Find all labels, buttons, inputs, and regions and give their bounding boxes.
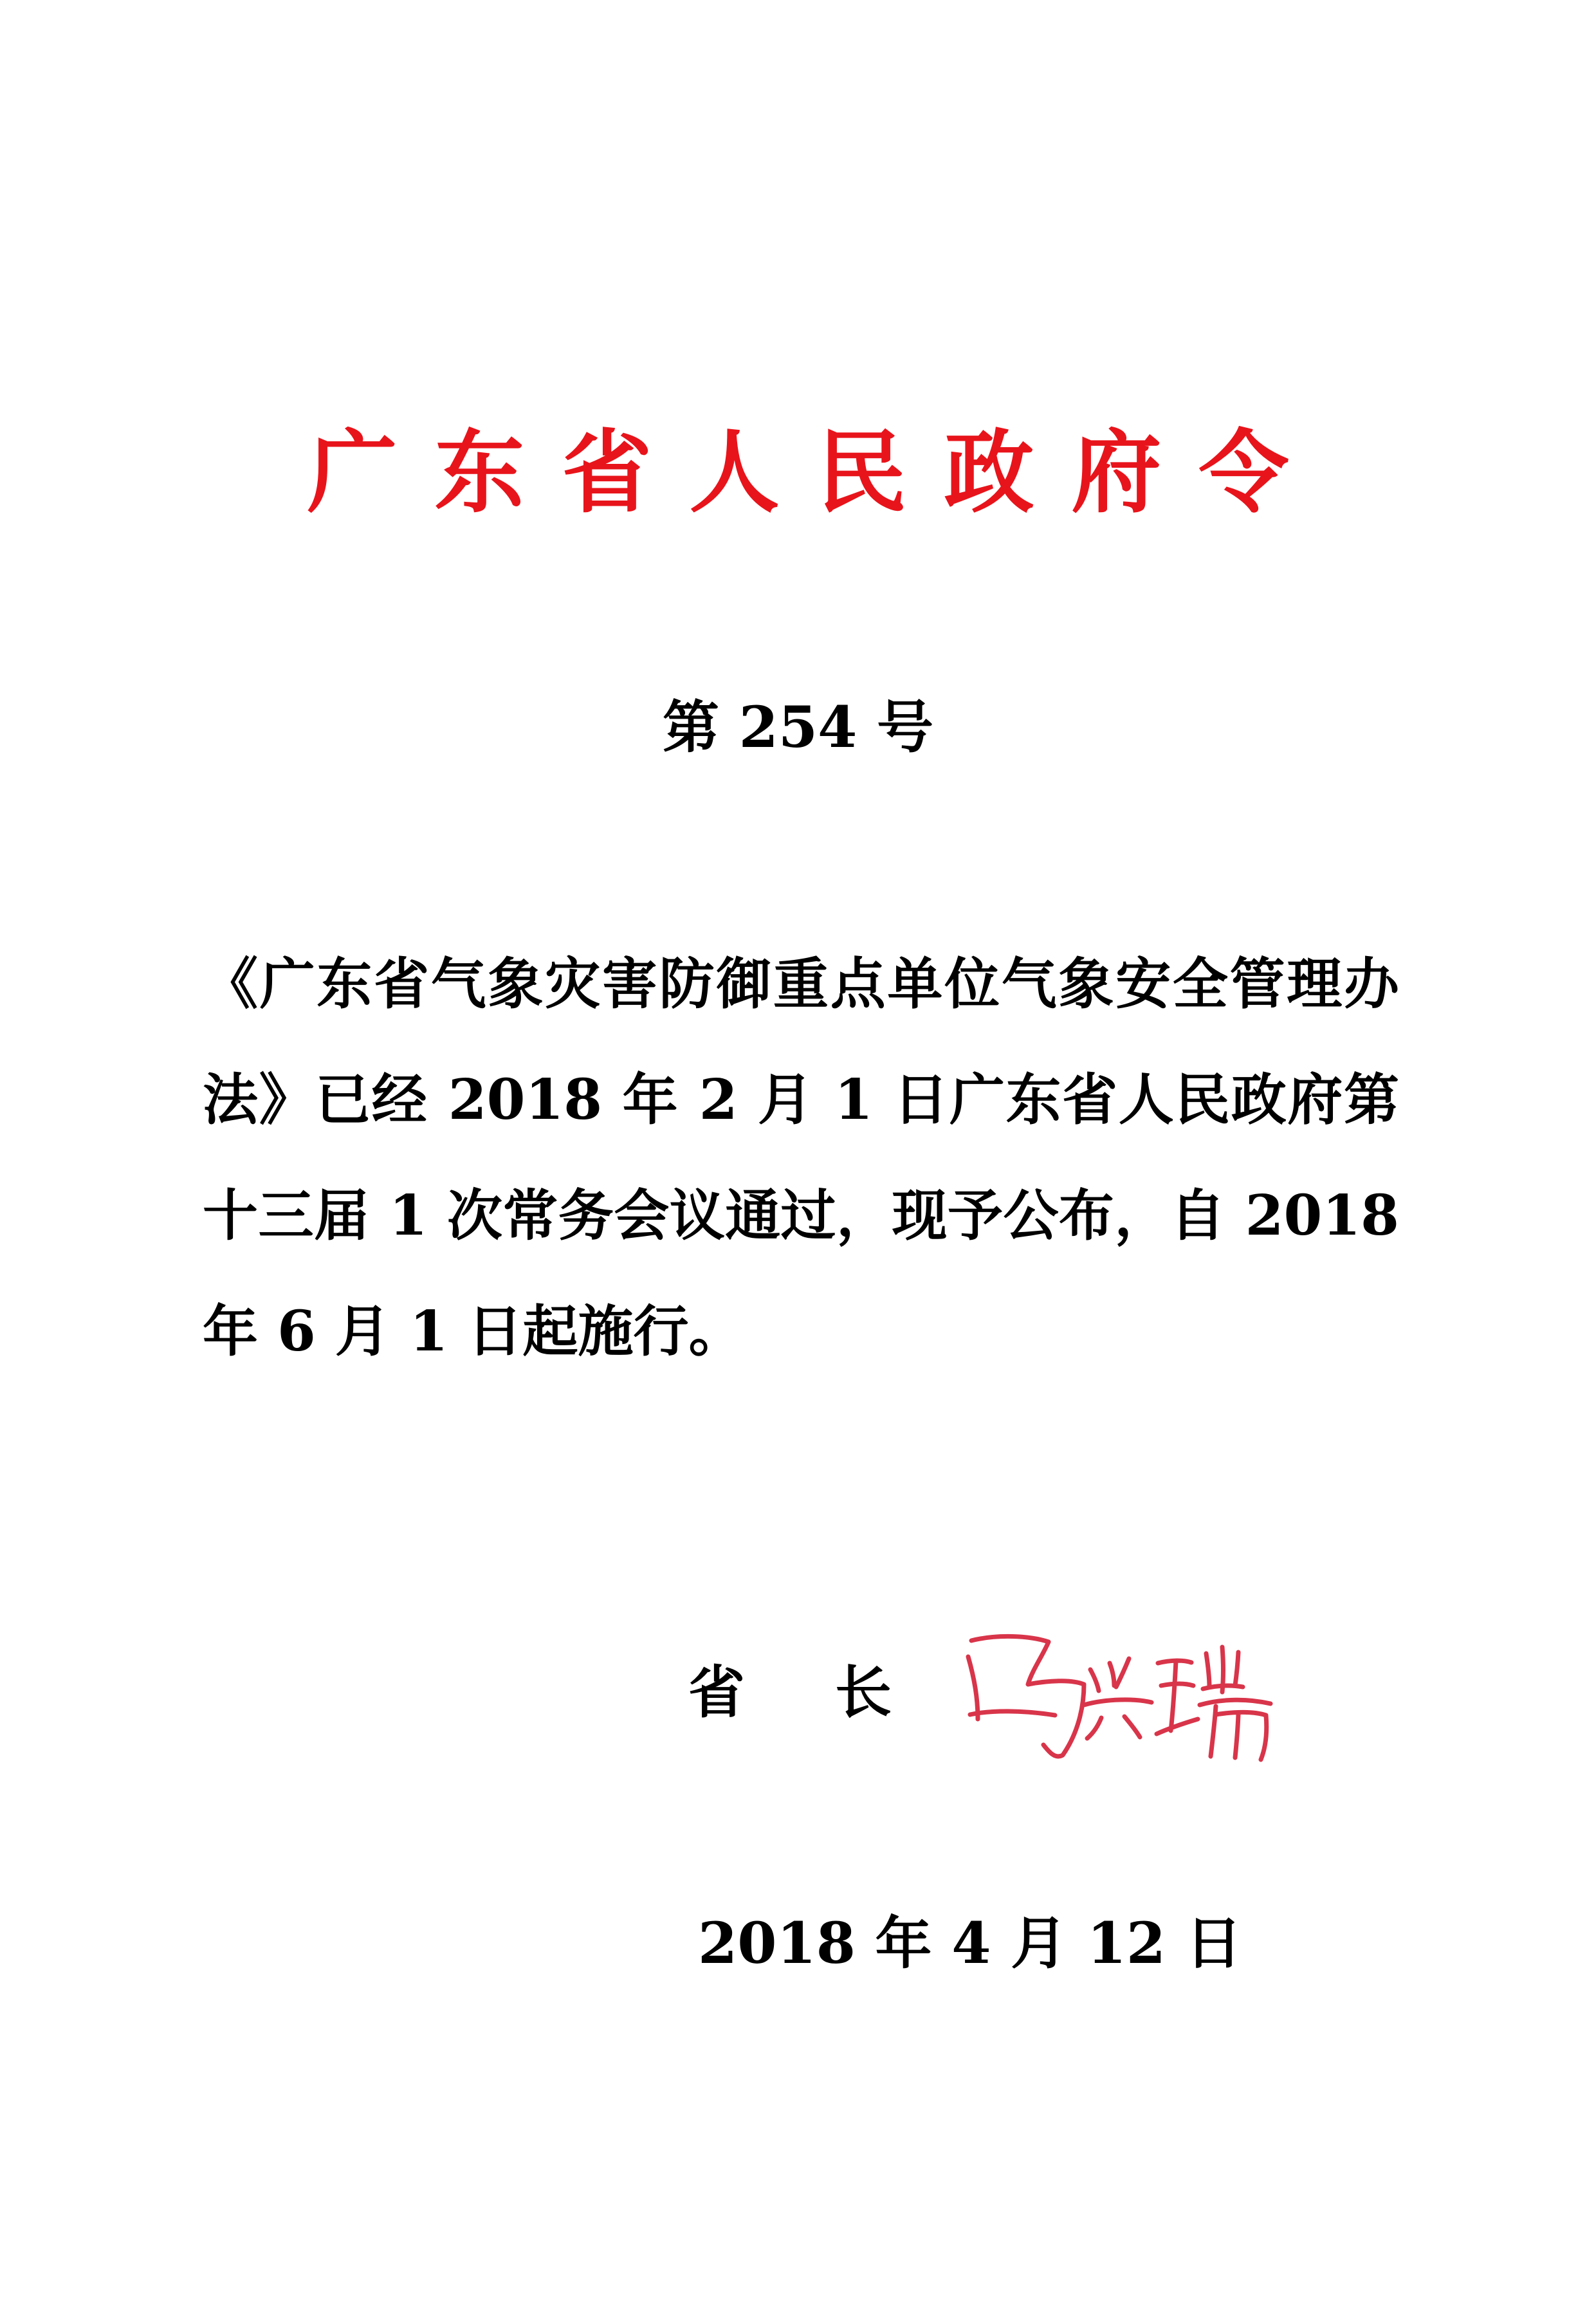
signature-stroke bbox=[1203, 1647, 1243, 1692]
signature-stroke bbox=[1084, 1700, 1151, 1705]
signature-stroke bbox=[1110, 1663, 1114, 1686]
signature-stroke bbox=[968, 1657, 978, 1719]
announcement-body: 《广东省气象灾害防御重点单位气象安全管理办法》已经 2018 年 2 月 1 日广东省人民政府第十三届 1 次常务会议通过，现予公布，自 2018 年 6 月 1 日起施行。 bbox=[203, 952, 1399, 1364]
signature-stroke bbox=[1090, 1670, 1099, 1691]
governor-label: 省长 bbox=[688, 1659, 982, 1726]
document-title: 广东省人民政府令 bbox=[307, 420, 1326, 526]
signature-stroke bbox=[971, 1636, 1084, 1756]
signature-stroke bbox=[1124, 1717, 1140, 1737]
signature-stroke bbox=[1087, 1718, 1101, 1738]
signature-stroke bbox=[1116, 1659, 1129, 1687]
signature-icon bbox=[952, 1602, 1287, 1776]
signature-stroke bbox=[1200, 1700, 1270, 1760]
signature-stroke bbox=[970, 1711, 1055, 1715]
signature-stroke bbox=[1157, 1661, 1198, 1734]
order-number: 第 254 号 bbox=[663, 694, 933, 760]
sign-date: 2018 年 4 月 12 日 bbox=[698, 1910, 1242, 1976]
